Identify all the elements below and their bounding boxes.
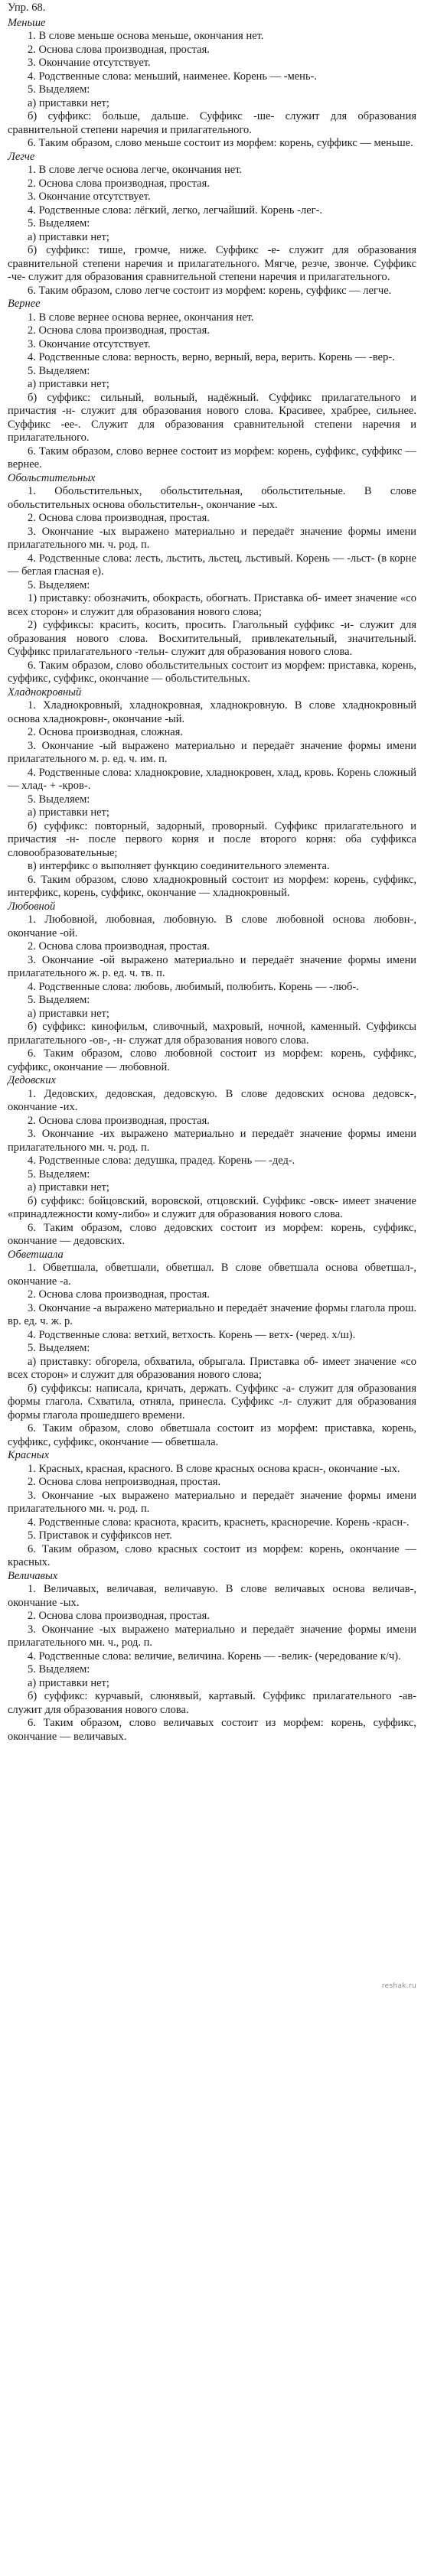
paragraph: 6. Таким образом, слово меньше состоит из морфем: корень, суффикс — меньше. (28, 137, 413, 149)
word-heading: Хладнокровный (8, 686, 82, 699)
paragraph: 6. Таким образом, слово обольстительных состоит из морфем: приставка, корень, суффикс, суффикс, окончание — обольстительных. (8, 659, 416, 685)
paragraph: 6. Таким образом, слово легче состоит из морфем: корень, суффикс — легче. (28, 284, 392, 297)
paragraph: а) приставку: обгорела, обхватила, обрыгала. Приставка об- имеет значение «со всех сторон» и служит для образования нового слова; (8, 1355, 416, 1381)
paragraph: 6. Таким образом, слово любовной состоит из морфем: корень, суффикс, суффикс, окончание — любовной. (8, 1047, 416, 1073)
paragraph: 1. Красных, красная, красного. В слове красных основа красн-, окончание -ых. (28, 1462, 400, 1475)
exercise-body (8, 17, 416, 1744)
paragraph: 5. Выделяем: (28, 83, 90, 96)
paragraph: 1. Обветшала, обветшали, обветшал. В слове обветшала основа обветшал-, окончание -а. (8, 1262, 416, 1288)
paragraph: а) приставки нет; (28, 96, 109, 109)
paragraph: 5. Выделяем: (28, 994, 90, 1006)
paragraph: 2. Основа слова непроизводная, простая. (28, 1476, 221, 1488)
word-heading: Любовной (8, 900, 56, 913)
word-heading: Дедовских (8, 1074, 56, 1086)
paragraph: 3. Окончание -ых выражено материально и передаёт значение формы имени прилагательного мн. ч. род. п. (8, 525, 416, 551)
paragraph: 1. В слове меньше основа меньше, окончания нет. (28, 30, 264, 42)
paragraph: б) суффикс: бойцовский, воровской, отцовский. Суффикс -овск- имеет значение «принадлежности кому-либо» и служит для образования нового слова. (8, 1194, 416, 1220)
paragraph: 5. Выделяем: (28, 1342, 90, 1354)
paragraph: 5. Выделяем: (28, 364, 90, 377)
paragraph: б) суффикс: курчавый, слюнявый, картавый. Суффикс прилагательного -ав- служит для образования нового слова. (8, 1690, 416, 1716)
paragraph: б) суффиксы: написала, кричать, держать. Суффикс -а- служит для образования формы глагола. Схватила, отняла, принесла. Суффикс -л- служит для образования формы глагола прошедшего времени. (8, 1382, 416, 1422)
paragraph: 5. Выделяем: (28, 1663, 90, 1676)
paragraph: 3. Окончание -ой выражено материально и передаёт значение формы имени прилагательного ж. р. ед. ч. тв. п. (8, 953, 416, 979)
paragraph: 1. Дедовских, дедовская, дедовскую. В слове дедовских основа дедовск-, окончание -их. (8, 1087, 416, 1113)
paragraph: 5. Выделяем: (28, 217, 90, 230)
paragraph: 1. Величавых, величавая, величавую. В слове величавых основа величав-, окончание -ых. (8, 1583, 416, 1609)
paragraph: 6. Таким образом, слово дедовских состоит из морфем: корень, суффикс, окончание — дедовских. (8, 1221, 416, 1247)
paragraph: 3. Окончание -ый выражено материально и передаёт значение формы имени прилагательного м. р. ед. ч. им. п. (8, 739, 416, 765)
paragraph: 3. Окончание -ых выражено материально и передаёт значение формы имени прилагательного мн. ч. род. п. (8, 1489, 416, 1515)
paragraph: 1. Обольстительных, обольстительная, обольстительные. В слове обольстительных основа обольстительн-, окончание -ых. (8, 485, 416, 511)
paragraph: 3. Окончание -а выражено материально и передаёт значение формы глагола прош. вр. ед. ч. ж. р. (8, 1301, 416, 1327)
paragraph: 2. Основа слова производная, простая. (28, 324, 210, 337)
paragraph: б) суффикс: больше, дальше. Суффикс -ше- служит для образования сравнительной степени наречия и прилагательного. (8, 110, 416, 136)
exercise-title: Упр. 68. (8, 2, 46, 14)
paragraph: а) приставки нет; (28, 1007, 109, 1020)
paragraph: 4. Родственные слова: лёгкий, легко, легчайший. Корень -лег-. (28, 204, 323, 217)
paragraph: 2. Основа слова производная, простая. (28, 1114, 210, 1127)
paragraph: 4. Родственные слова: лесть, льстить, льстец, льстивый. Корень — -льст- (в корне — беглая гласная е). (8, 552, 416, 578)
word-heading: Обветшала (8, 1248, 64, 1261)
paragraph: 5. Выделяем: (28, 1168, 90, 1181)
paragraph: 4. Родственные слова: краснота, красить, краснеть, красноречие. Корень -красн-. (28, 1516, 410, 1529)
paragraph: 4. Родственные слова: величие, величина. Корень — -велик- (чередование к/ч). (28, 1649, 401, 1663)
paragraph: 1. Хладнокровный, хладнокровная, хладнокровную. В слове хладнокровный основа хладнокровн-, окончание -ый. (8, 699, 416, 725)
paragraph: 2. Основа слова производная, простая. (28, 1610, 210, 1622)
paragraph: 6. Таким образом, слово хладнокровный состоит из морфем: корень, суффикс, интерфикс, корень, суффикс, окончание — хладнокровный. (8, 873, 416, 899)
paragraph: 2. Основа слова производная, простая. (28, 512, 210, 524)
paragraph: 6. Таким образом, слово обветшала состоит из морфем: приставка, корень, суффикс, суффикс, окончание — обветшала. (8, 1422, 416, 1448)
word-heading: Легче (8, 150, 35, 163)
paragraph: 3. Окончание отсутствует. (28, 57, 151, 69)
paragraph: 2. Основа слова производная, простая. (28, 1288, 210, 1301)
word-heading: Красных (8, 1449, 50, 1461)
paragraph: 6. Таким образом, слово вернее состоит из морфем: корень, суффикс, суффикс — вернее. (8, 445, 416, 471)
paragraph: а) приставки нет; (28, 1181, 109, 1194)
paragraph: б) суффикс: тише, громче, ниже. Суффикс -е- служит для образования сравнительной степени наречия и прилагательного. Мягче, резче, звонче. Суффикс -че- служит для образования сравнительной степени наречия и прилагательного. (8, 244, 416, 283)
paragraph: 4. Родственные слова: хладнокровие, хладнокровен, хлад, кровь. Корень сложный — хлад- + -кров-. (8, 766, 416, 792)
paragraph: 5. Выделяем: (28, 578, 90, 591)
paragraph: 2. Основа слова производная, простая. (28, 940, 210, 953)
paragraph: а) приставки нет; (28, 230, 109, 243)
paragraph: в) интерфикс о выполняет функцию соединительного элемента. (28, 860, 330, 872)
paragraph: 5. Приставок и суффиксов нет. (28, 1529, 172, 1542)
paragraph: 2. Основа слова производная, простая. (28, 43, 210, 56)
paragraph: 2) суффиксы: красить, косить, просить. Глагольный суффикс -и- служит для образования нового слова. Восхитительный, привлекательный, значительный. Суффикс прилагательного -тельн- служит для образования нового слова. (8, 619, 416, 658)
paragraph: 3. Окончание отсутствует. (28, 191, 151, 203)
paragraph: 3. Окончание отсутствует. (28, 337, 151, 350)
paragraph: 4. Родственные слова: ветхий, ветхость. Корень — ветх- (черед. х/ш). (28, 1328, 356, 1341)
watermark: reshak.ru (381, 1982, 416, 1990)
paragraph: б) суффикс: кинофильм, сливочный, махровый, ночной, каменный. Суффиксы прилагательного -ов-, -н- служат для образования нового слова. (8, 1021, 416, 1047)
paragraph: 6. Таким образом, слово величавых состоит из морфем: корень, суффикс, окончание — величавых. (8, 1717, 416, 1743)
paragraph: 1. Любовной, любовная, любовную. В слове любовной основа любовн-, окончание -ой. (8, 913, 416, 940)
paragraph: 2. Основа производная, сложная. (28, 726, 184, 738)
paragraph: а) приставки нет; (28, 1676, 109, 1689)
paragraph: 2. Основа слова производная, простая. (28, 177, 210, 190)
paragraph: 3. Окончание -ых выражено материально и передаёт значение формы имени прилагательного мн. ч., род. п. (8, 1623, 416, 1649)
word-heading: Меньше (8, 16, 46, 29)
paragraph: 1) приставку: обозначить, обокрасть, обогнать. Приставка об- имеет значение «со всех сторон» и служит для образования нового слова; (8, 592, 416, 618)
word-heading: Вернее (8, 298, 41, 310)
paragraph: 4. Родственные слова: меньший, наименее. Корень — -мень-. (28, 70, 318, 83)
paragraph: 4. Родственные слова: дедушка, прадед. Корень — -дед-. (28, 1154, 295, 1167)
paragraph: а) приставки нет; (28, 378, 109, 390)
paragraph: 3. Окончание -их выражено материально и передаёт значение формы имени прилагательного мн. ч. род. п. (8, 1128, 416, 1154)
paragraph: 6. Таким образом, слово красных состоит из морфем: корень, окончание — красных. (8, 1542, 416, 1568)
paragraph: 1. В слове вернее основа вернее, окончания нет. (28, 311, 254, 324)
paragraph: 4. Родственные слова: верность, верно, верный, вера, верить. Корень — -вер-. (28, 351, 395, 363)
word-heading: Обольстительных (8, 471, 96, 484)
paragraph: б) суффикс: повторный, задорный, проворный. Суффикс прилагательного и причастия -н- после первого корня и после второго корня: оба суффикса словообразовательные; (8, 819, 416, 859)
paragraph: а) приставки нет; (28, 806, 109, 819)
paragraph: б) суффикс: сильный, вольный, надёжный. Суффикс прилагательного и причастия -н- служит для образования нового слова. Красивее, храбрее, сильнее. Суффикс -ее-. Служит для образования сравнительной степени наречия и прилагательного. (8, 391, 416, 444)
word-heading: Величавых (8, 1569, 58, 1582)
paragraph: 5. Выделяем: (28, 793, 90, 806)
paragraph: 1. В слове легче основа легче, окончания нет. (28, 164, 243, 176)
paragraph: 4. Родственные слова: любовь, любимый, полюбить. Корень — -люб-. (28, 980, 359, 993)
